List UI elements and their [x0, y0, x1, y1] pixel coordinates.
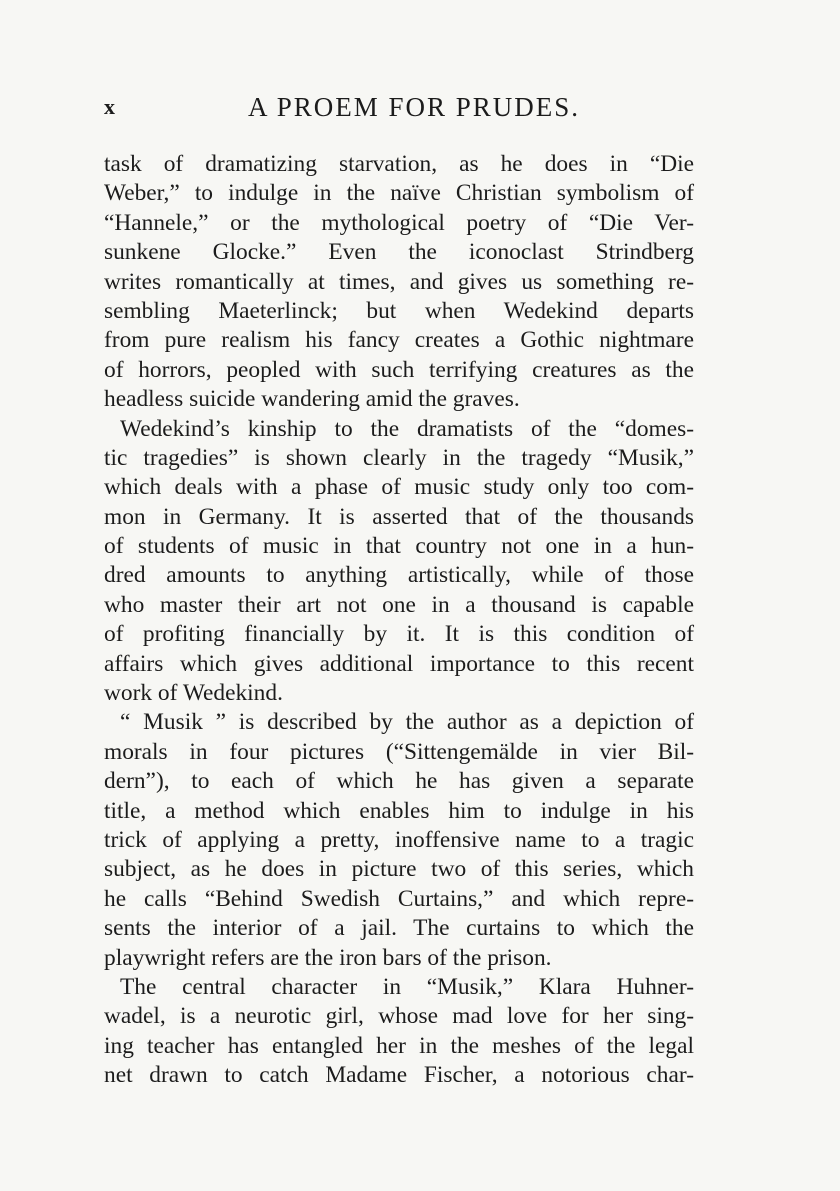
text-line: “ Musik ” is described by the author as a depiction of: [120, 709, 694, 736]
text-line: headless suicide wandering amid the graves.: [104, 386, 520, 413]
text-line: who master their art not one in a thousand is capable: [104, 591, 694, 618]
text-line: of students of music in that country not one in a hun-: [104, 533, 694, 560]
text-line: work of Wedekind.: [104, 680, 283, 707]
text-line: mon in Germany. It is asserted that of the thousands: [104, 503, 694, 530]
text-line: he calls “Behind Swedish Curtains,” and which repre-: [104, 885, 694, 912]
text-line: playwright refers are the iron bars of the prison.: [104, 944, 552, 971]
text-line: The central character in “Musik,” Klara Huhner-: [120, 973, 694, 1000]
text-line: Wedekind’s kinship to the dramatists of the “domes-: [120, 415, 694, 442]
text-line: “Hannele,” or the mythological poetry of “Die Ver-: [104, 209, 694, 236]
text-line: task of dramatizing starvation, as he does in “Die: [104, 151, 694, 177]
text-line: title, a method which enables him to indulge in his: [104, 797, 694, 824]
text-line: writes romantically at times, and gives us something re-: [104, 268, 694, 295]
text-line: sembling Maeterlinck; but when Wedekind departs: [104, 297, 694, 324]
text-line: subject, as he does in picture two of this series, which: [104, 856, 694, 883]
text-line: dred amounts to anything artistically, while of those: [104, 562, 694, 589]
text-line: ing teacher has entangled her in the meshes of the legal: [104, 1032, 694, 1059]
text-line: from pure realism his fancy creates a Gothic nightmare: [104, 327, 694, 354]
text-line: of horrors, peopled with such terrifying creatures as the: [104, 356, 694, 383]
paragraph: [104, 150, 694, 415]
page-header: [104, 92, 724, 126]
text-line: dern”), to each of which he has given a separate: [104, 768, 694, 795]
paragraph: [104, 708, 694, 973]
text-line: tic tragedies” is shown clearly in the tragedy “Musik,”: [104, 444, 694, 471]
text-line: wadel, is a neurotic girl, whose mad love for her sing-: [104, 1003, 694, 1030]
text-line: net drawn to catch Madame Fischer, a notorious char-: [104, 1062, 694, 1089]
text-line: affairs which gives additional importance to this recent: [104, 650, 694, 677]
paragraph: [104, 415, 694, 709]
text-line: Weber,” to indulge in the naïve Christian symbolism of: [104, 180, 694, 207]
text-line: of profiting financially by it. It is this condition of: [104, 621, 694, 648]
text-line: trick of applying a pretty, inoffensive name to a tragic: [104, 826, 694, 853]
paragraph: [104, 973, 694, 1091]
text-line: morals in four pictures (“Sittengemälde in vier Bil-: [104, 738, 694, 765]
text-line: sunkene Glocke.” Even the iconoclast Strindberg: [104, 239, 694, 266]
running-title: A PROEM FOR PRUDES.: [247, 92, 581, 122]
page-number: x: [104, 94, 115, 119]
text-line: which deals with a phase of music study only too com-: [104, 474, 694, 501]
text-line: sents the interior of a jail. The curtains to which the: [104, 915, 694, 942]
body-text: [104, 150, 694, 1091]
